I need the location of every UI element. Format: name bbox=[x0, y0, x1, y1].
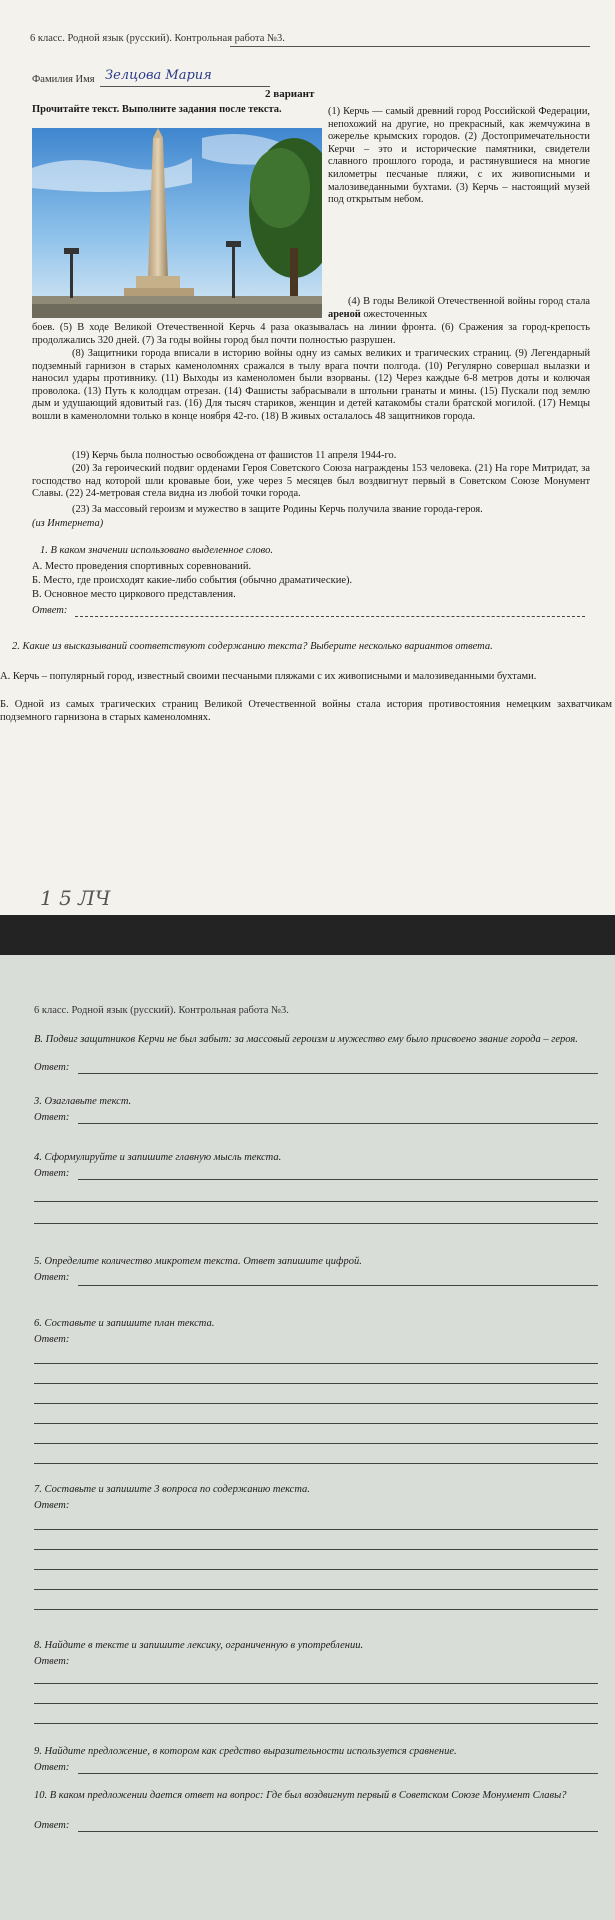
question-1-answer-label: Ответ: bbox=[32, 605, 68, 616]
pen-scribble: 1 5 ЛЧ bbox=[40, 886, 111, 910]
question-1: 1. В каком значении использовано выделенное слово. bbox=[40, 545, 273, 556]
question-1-answer-field[interactable] bbox=[75, 616, 585, 617]
question-6-answer-line[interactable] bbox=[34, 1423, 598, 1424]
name-label: Фамилия Имя bbox=[32, 74, 95, 85]
answer-label: Ответ: bbox=[34, 1762, 70, 1773]
answer-label: Ответ: bbox=[34, 1656, 70, 1667]
text-fragment: ожесточенных bbox=[360, 308, 428, 320]
question-6-answer-line[interactable] bbox=[34, 1383, 598, 1384]
text-paragraph-8-18: (8) Защитники города вписали в историю войны одну из самых великих и трагических страниц. (9) Легендарный подземный гарнизон в старых каменоломнях сражался в тылу врага почти полгода. (10) Регулярно совершал вылазки и наносил удары противнику. (11) Выходы из каменоломен были взорваны. (12) Через каждые 6-8 метров доты и колючая проволока. (13) Путь к колодцам отрезан. (14) Фашисты забрасывали в штольни гранаты и мины. (15) Пускали под землю дым и удушающий ядовитый газ. (16) Для тысяч стариков, женщин и детей катакомбы стали братской могилой. (17) Немцы вошли в каменоломни только в конце ноября 42-го. (18) В живых осталалось 48 защитников города. bbox=[32, 348, 590, 422]
page-header: 6 класс. Родной язык (русский). Контрольная работа №3. bbox=[30, 33, 285, 44]
name-underline bbox=[100, 86, 270, 87]
question-6-answer-line[interactable] bbox=[34, 1463, 598, 1464]
question-1-option-a: А. Место проведения спортивных соревнований. bbox=[32, 561, 252, 572]
question-2-option-c: В. Подвиг защитников Керчи не был забыт: за массовый героизм и мужество ему было присвоено звание города – героя. bbox=[34, 1034, 578, 1045]
monument-photo bbox=[32, 128, 322, 318]
answer-label: Ответ: bbox=[34, 1062, 70, 1073]
text-paragraph-20-22: (20) За героический подвиг орденами Героя Советского Союза награждены 153 человека. (21) На горе Митридат, за господство над которой шли кровавые бои, уже через 5 месяцев был воздвигнут первый в Советском Союзе Монумент Славы. (22) 24-метровая стела видна из любой точки города. bbox=[32, 463, 590, 500]
question-7-answer-line[interactable] bbox=[34, 1569, 598, 1570]
question-1-option-b: Б. Место, где происходят какие-либо события (обычно драматические). bbox=[32, 575, 353, 586]
question-4-answer-line[interactable] bbox=[34, 1223, 598, 1224]
question-7-answer-line[interactable] bbox=[34, 1609, 598, 1610]
question-7: 7. Составьте и запишите 3 вопроса по содержанию текста. bbox=[34, 1484, 310, 1495]
question-5-answer-field[interactable] bbox=[78, 1285, 598, 1286]
text-paragraph-5-7: боев. (5) В ходе Великой Отечественной Керчь 4 раза оказывалась на линии фронта. (6) Сражения за город-крепость продолжались 320 дней. (7) За годы войны город был почти полностью разрушен. bbox=[32, 322, 590, 346]
text-paragraph-4 bbox=[328, 296, 590, 321]
question-10-answer-field[interactable] bbox=[78, 1831, 598, 1832]
question-7-answer-line[interactable] bbox=[34, 1589, 598, 1590]
question-8-answer-line[interactable] bbox=[34, 1683, 598, 1684]
answer-label: Ответ: bbox=[34, 1334, 70, 1345]
text-fragment: (4) В годы Великой Отечественной войны город стала bbox=[348, 296, 590, 307]
question-6-answer-line[interactable] bbox=[34, 1363, 598, 1364]
instruction: Прочитайте текст. Выполните задания после текста. bbox=[32, 104, 282, 115]
question-6: 6. Составьте и запишите план текста. bbox=[34, 1318, 215, 1329]
answer-label: Ответ: bbox=[34, 1272, 70, 1283]
question-8-answer-line[interactable] bbox=[34, 1723, 598, 1724]
question-2: 2. Какие из высказываний соответствуют содержанию текста? Выберите несколько вариантов ответа. bbox=[12, 641, 493, 652]
question-3: 3. Озаглавьте текст. bbox=[34, 1096, 132, 1107]
answer-label: Ответ: bbox=[34, 1112, 70, 1123]
question-8-answer-line[interactable] bbox=[34, 1703, 598, 1704]
question-1-option-c: В. Основное место циркового представления. bbox=[32, 589, 236, 600]
student-name: Зелцова Мария bbox=[105, 68, 212, 83]
question-2-option-b: Б. Одной из самых трагических страниц Великой Отечественной войны стала история противостояния немецким захватчикам подземного гарнизона в старых каменоломнях. bbox=[0, 699, 612, 723]
text-paragraph-19: (19) Керчь была полностью освобождена от фашистов 11 апреля 1944-го. bbox=[72, 450, 397, 461]
text-paragraph-23: (23) За массовый героизм и мужество в защите Родины Керчь получила звание города-героя. bbox=[72, 504, 483, 515]
question-9: 9. Найдите предложение, в котором как средство выразительности используется сравнение. bbox=[34, 1746, 457, 1757]
answer-label: Ответ: bbox=[34, 1168, 70, 1179]
variant-label: 2 вариант bbox=[265, 88, 315, 100]
question-10: 10. В каком предложении дается ответ на вопрос: Где был воздвигнут первый в Советском Союзе Монумент Славы? bbox=[34, 1790, 567, 1801]
question-3-answer-field[interactable] bbox=[78, 1123, 598, 1124]
question-2-option-a: А. Керчь – популярный город, известный своими песчаными пляжами с их живописными и малозиведанными бухтами. bbox=[0, 671, 537, 682]
question-5: 5. Определите количество микротем текста. Ответ запишите цифрой. bbox=[34, 1256, 362, 1267]
source-note: (из Интернета) bbox=[32, 518, 104, 529]
question-7-answer-line[interactable] bbox=[34, 1529, 598, 1530]
highlighted-word: ареной bbox=[328, 308, 361, 320]
page-header: 6 класс. Родной язык (русский). Контрольная работа №3. bbox=[34, 1005, 289, 1016]
answer-label: Ответ: bbox=[34, 1500, 70, 1511]
answer-label: Ответ: bbox=[34, 1820, 70, 1831]
question-8: 8. Найдите в тексте и запишите лексику, ограниченную в употреблении. bbox=[34, 1640, 364, 1651]
question-6-answer-line[interactable] bbox=[34, 1403, 598, 1404]
question-2-answer-field[interactable] bbox=[78, 1073, 598, 1074]
photo-gap bbox=[0, 915, 615, 955]
worksheet-page-1 bbox=[0, 0, 615, 915]
question-4-answer-field[interactable] bbox=[78, 1179, 598, 1180]
question-4: 4. Сформулируйте и запишите главную мысль текста. bbox=[34, 1152, 282, 1163]
question-7-answer-line[interactable] bbox=[34, 1549, 598, 1550]
text-paragraph-1: (1) Керчь — самый древний город Российской Федерации, непохожий на другие, но прекрасный, как жемчужина в ожерелье крымских городов. (2) Достопримечательности Керчи – это и исторические памятники, свидетели славного прошлого города, и растянувшиеся на многие километры песчаные пляжи, с их живописными и малозиведанными бухтами. (3) Керчь – настоящий музей под открытым небом. bbox=[328, 106, 590, 206]
question-6-answer-line[interactable] bbox=[34, 1443, 598, 1444]
worksheet-page-2 bbox=[0, 955, 615, 1920]
question-9-answer-field[interactable] bbox=[78, 1773, 598, 1774]
header-underline bbox=[230, 46, 590, 47]
question-4-answer-line[interactable] bbox=[34, 1201, 598, 1202]
